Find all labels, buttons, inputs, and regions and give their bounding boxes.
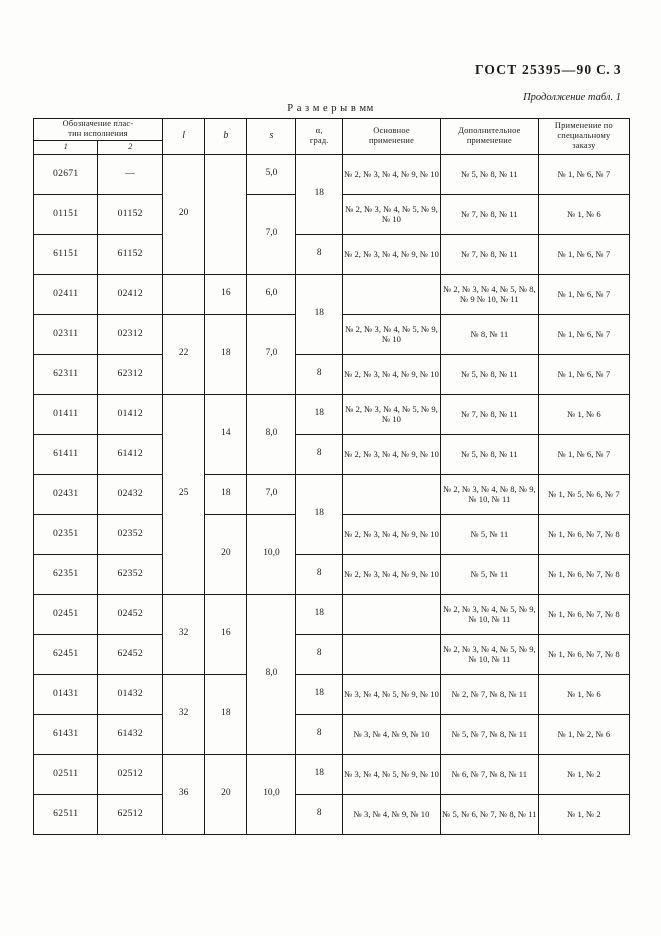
table-row bbox=[34, 594, 630, 634]
cell-special-use: № 1, № 6, № 7, № 8 bbox=[538, 594, 629, 634]
cell-designation-2: 02512 bbox=[98, 754, 163, 794]
table-row bbox=[34, 354, 630, 394]
cell-extra-use: № 2, № 7, № 8, № 11 bbox=[440, 674, 538, 714]
cell-alpha: 18 bbox=[296, 274, 343, 354]
table-row bbox=[34, 714, 630, 754]
cell-extra-use: № 5, № 8, № 11 bbox=[440, 354, 538, 394]
cell-main-use: № 3, № 4, № 9, № 10 bbox=[343, 794, 441, 834]
cell-special-use: № 1, № 6, № 7, № 8 bbox=[538, 554, 629, 594]
cell-extra-use: № 2, № 3, № 4, № 5, № 9, № 10, № 11 bbox=[440, 594, 538, 634]
cell-b: 16 bbox=[205, 594, 247, 674]
table-header-row bbox=[34, 119, 630, 141]
cell-main-use bbox=[343, 274, 441, 314]
header-l: l bbox=[162, 119, 204, 155]
cell-extra-use: № 5, № 8, № 11 bbox=[440, 154, 538, 194]
header-sub-2: 2 bbox=[98, 140, 163, 154]
table-row bbox=[34, 234, 630, 274]
cell-s: 6,0 bbox=[247, 274, 296, 314]
table-row bbox=[34, 394, 630, 434]
table-row bbox=[34, 634, 630, 674]
cell-alpha: 8 bbox=[296, 234, 343, 274]
cell-l: 20 bbox=[162, 154, 204, 274]
cell-s: 10,0 bbox=[247, 514, 296, 594]
cell-designation-1: 01411 bbox=[34, 394, 98, 434]
cell-main-use: № 3, № 4, № 5, № 9, № 10 bbox=[343, 674, 441, 714]
cell-designation-1: 62511 bbox=[34, 794, 98, 834]
cell-b: 20 bbox=[205, 514, 247, 594]
table-row bbox=[34, 674, 630, 714]
header-designation-l2: тин исполнения bbox=[68, 129, 128, 139]
cell-alpha: 8 bbox=[296, 554, 343, 594]
cell-b: 18 bbox=[205, 674, 247, 754]
cell-special-use: № 1, № 5, № 6, № 7 bbox=[538, 474, 629, 514]
cell-extra-use: № 5, № 11 bbox=[440, 554, 538, 594]
cell-special-use: № 1, № 6, № 7, № 8 bbox=[538, 634, 629, 674]
cell-designation-1: 62451 bbox=[34, 634, 98, 674]
cell-designation-1: 61411 bbox=[34, 434, 98, 474]
cell-b: 18 bbox=[205, 314, 247, 394]
cell-l bbox=[162, 274, 204, 314]
header-special-use bbox=[538, 119, 629, 155]
cell-designation-1: 02451 bbox=[34, 594, 98, 634]
header-main-use bbox=[343, 119, 441, 155]
cell-extra-use: № 5, № 6, № 7, № 8, № 11 bbox=[440, 794, 538, 834]
cell-main-use: № 2, № 3, № 4, № 9, № 10 bbox=[343, 514, 441, 554]
header-extra-use-l1: Дополнительное bbox=[458, 126, 521, 135]
standard-number: ГОСТ 25395—90 bbox=[474, 62, 593, 77]
cell-designation-1: 02411 bbox=[34, 274, 98, 314]
cell-designation-2: 62512 bbox=[98, 794, 163, 834]
cell-l: 22 bbox=[162, 314, 204, 394]
cell-designation-1: 61431 bbox=[34, 714, 98, 754]
units-caption: Р а з м е р ы в мм bbox=[287, 103, 374, 114]
cell-main-use: № 2, № 3, № 4, № 5, № 9, № 10 bbox=[343, 194, 441, 234]
header-b: b bbox=[205, 119, 247, 155]
cell-designation-2: 01152 bbox=[98, 194, 163, 234]
cell-special-use: № 1, № 2, № 6 bbox=[538, 714, 629, 754]
header-extra-use bbox=[440, 119, 538, 155]
cell-designation-1: 62311 bbox=[34, 354, 98, 394]
cell-special-use: № 1, № 6 bbox=[538, 194, 629, 234]
cell-designation-2: 62352 bbox=[98, 554, 163, 594]
cell-special-use: № 1, № 6 bbox=[538, 394, 629, 434]
cell-designation-2: 01412 bbox=[98, 394, 163, 434]
cell-alpha: 18 bbox=[296, 474, 343, 554]
cell-extra-use: № 7, № 8, № 11 bbox=[440, 234, 538, 274]
cell-alpha: 18 bbox=[296, 394, 343, 434]
cell-special-use: № 1, № 6, № 7 bbox=[538, 234, 629, 274]
table-body bbox=[34, 154, 630, 834]
header-s: s bbox=[247, 119, 296, 155]
cell-extra-use: № 7, № 8, № 11 bbox=[440, 394, 538, 434]
cell-b bbox=[205, 154, 247, 274]
cell-designation-2: — bbox=[98, 154, 163, 194]
table-row bbox=[34, 754, 630, 794]
cell-extra-use: № 5, № 11 bbox=[440, 514, 538, 554]
cell-alpha: 18 bbox=[296, 154, 343, 234]
cell-main-use bbox=[343, 474, 441, 514]
header-alpha bbox=[296, 119, 343, 155]
header-sub-1: 1 bbox=[34, 140, 98, 154]
cell-extra-use: № 2, № 3, № 4, № 5, № 9, № 10, № 11 bbox=[440, 634, 538, 674]
cell-designation-2: 01432 bbox=[98, 674, 163, 714]
header-alpha-unit: град. bbox=[309, 136, 329, 146]
cell-designation-1: 01431 bbox=[34, 674, 98, 714]
cell-s: 7,0 bbox=[247, 474, 296, 514]
cell-extra-use: № 2, № 3, № 4, № 8, № 9, № 10, № 11 bbox=[440, 474, 538, 514]
cell-designation-2: 02412 bbox=[98, 274, 163, 314]
cell-l: 36 bbox=[162, 754, 204, 834]
cell-main-use bbox=[343, 634, 441, 674]
cell-designation-2: 61412 bbox=[98, 434, 163, 474]
cell-b: 16 bbox=[205, 274, 247, 314]
cell-designation-2: 61432 bbox=[98, 714, 163, 754]
cell-alpha: 8 bbox=[296, 434, 343, 474]
cell-b: 20 bbox=[205, 754, 247, 834]
dimensions-table bbox=[33, 118, 630, 835]
page-number: С. 3 bbox=[596, 62, 621, 77]
cell-main-use: № 2, № 3, № 4, № 9, № 10 bbox=[343, 234, 441, 274]
cell-main-use: № 2, № 3, № 4, № 9, № 10 bbox=[343, 354, 441, 394]
cell-extra-use: № 5, № 7, № 8, № 11 bbox=[440, 714, 538, 754]
cell-main-use: № 2, № 3, № 4, № 9, № 10 bbox=[343, 154, 441, 194]
cell-designation-1: 02671 bbox=[34, 154, 98, 194]
cell-special-use: № 1, № 2 bbox=[538, 754, 629, 794]
table-row bbox=[34, 554, 630, 594]
cell-designation-2: 02352 bbox=[98, 514, 163, 554]
cell-designation-1: 02431 bbox=[34, 474, 98, 514]
cell-special-use: № 1, № 6, № 7 bbox=[538, 434, 629, 474]
cell-designation-1: 61151 bbox=[34, 234, 98, 274]
cell-s: 5,0 bbox=[247, 154, 296, 194]
header-special-l3: заказу bbox=[572, 141, 596, 151]
cell-special-use: № 1, № 6, № 7 bbox=[538, 274, 629, 314]
cell-alpha: 8 bbox=[296, 634, 343, 674]
cell-designation-2: 62452 bbox=[98, 634, 163, 674]
cell-b: 18 bbox=[205, 474, 247, 514]
cell-main-use bbox=[343, 594, 441, 634]
cell-s: 8,0 bbox=[247, 594, 296, 754]
cell-designation-1: 01151 bbox=[34, 194, 98, 234]
cell-l: 25 bbox=[162, 394, 204, 594]
cell-extra-use: № 6, № 7, № 8, № 11 bbox=[440, 754, 538, 794]
cell-s: 7,0 bbox=[247, 194, 296, 274]
header-alpha-sym: α, bbox=[315, 126, 323, 135]
cell-extra-use: № 5, № 8, № 11 bbox=[440, 434, 538, 474]
cell-extra-use: № 8, № 11 bbox=[440, 314, 538, 354]
cell-main-use: № 2, № 3, № 4, № 5, № 9, № 10 bbox=[343, 394, 441, 434]
cell-alpha: 18 bbox=[296, 594, 343, 634]
cell-main-use: № 3, № 4, № 5, № 9, № 10 bbox=[343, 754, 441, 794]
cell-designation-1: 62351 bbox=[34, 554, 98, 594]
header-special-l1: Применение по bbox=[554, 120, 613, 130]
cell-designation-2: 61152 bbox=[98, 234, 163, 274]
table-row bbox=[34, 434, 630, 474]
cell-designation-2: 02432 bbox=[98, 474, 163, 514]
page-header bbox=[475, 62, 621, 78]
cell-designation-1: 02351 bbox=[34, 514, 98, 554]
header-designation bbox=[34, 119, 163, 141]
cell-designation-1: 02511 bbox=[34, 754, 98, 794]
header-designation-l1: Обозначение плас- bbox=[62, 119, 134, 128]
cell-main-use: № 2, № 3, № 4, № 9, № 10 bbox=[343, 434, 441, 474]
cell-alpha: 18 bbox=[296, 674, 343, 714]
cell-s: 10,0 bbox=[247, 754, 296, 834]
cell-special-use: № 1, № 6, № 7, № 8 bbox=[538, 514, 629, 554]
table-row bbox=[34, 474, 630, 514]
cell-l: 32 bbox=[162, 674, 204, 754]
continuation-note: Продолжение табл. 1 bbox=[523, 92, 621, 103]
cell-l: 32 bbox=[162, 594, 204, 674]
cell-designation-1: 02311 bbox=[34, 314, 98, 354]
cell-main-use: № 2, № 3, № 4, № 9, № 10 bbox=[343, 554, 441, 594]
cell-special-use: № 1, № 6 bbox=[538, 674, 629, 714]
cell-designation-2: 02452 bbox=[98, 594, 163, 634]
cell-alpha: 8 bbox=[296, 354, 343, 394]
cell-designation-2: 62312 bbox=[98, 354, 163, 394]
cell-main-use: № 3, № 4, № 9, № 10 bbox=[343, 714, 441, 754]
table-row bbox=[34, 154, 630, 194]
cell-special-use: № 1, № 6, № 7 bbox=[538, 154, 629, 194]
cell-special-use: № 1, № 2 bbox=[538, 794, 629, 834]
cell-special-use: № 1, № 6, № 7 bbox=[538, 314, 629, 354]
table-row bbox=[34, 794, 630, 834]
header-extra-use-l2: применение bbox=[466, 136, 512, 146]
cell-s: 7,0 bbox=[247, 314, 296, 394]
header-main-use-l2: применение bbox=[368, 136, 415, 146]
cell-alpha: 8 bbox=[296, 714, 343, 754]
table-row bbox=[34, 274, 630, 314]
header-special-l2: специальному bbox=[557, 131, 611, 141]
cell-special-use: № 1, № 6, № 7 bbox=[538, 354, 629, 394]
cell-main-use: № 2, № 3, № 4, № 5, № 9, № 10 bbox=[343, 314, 441, 354]
cell-extra-use: № 7, № 8, № 11 bbox=[440, 194, 538, 234]
cell-alpha: 8 bbox=[296, 794, 343, 834]
cell-designation-2: 02312 bbox=[98, 314, 163, 354]
cell-extra-use: № 2, № 3, № 4, № 5, № 8, № 9 № 10, № 11 bbox=[440, 274, 538, 314]
cell-alpha: 18 bbox=[296, 754, 343, 794]
header-main-use-l1: Основное bbox=[373, 126, 410, 135]
cell-s: 8,0 bbox=[247, 394, 296, 474]
cell-b: 14 bbox=[205, 394, 247, 474]
